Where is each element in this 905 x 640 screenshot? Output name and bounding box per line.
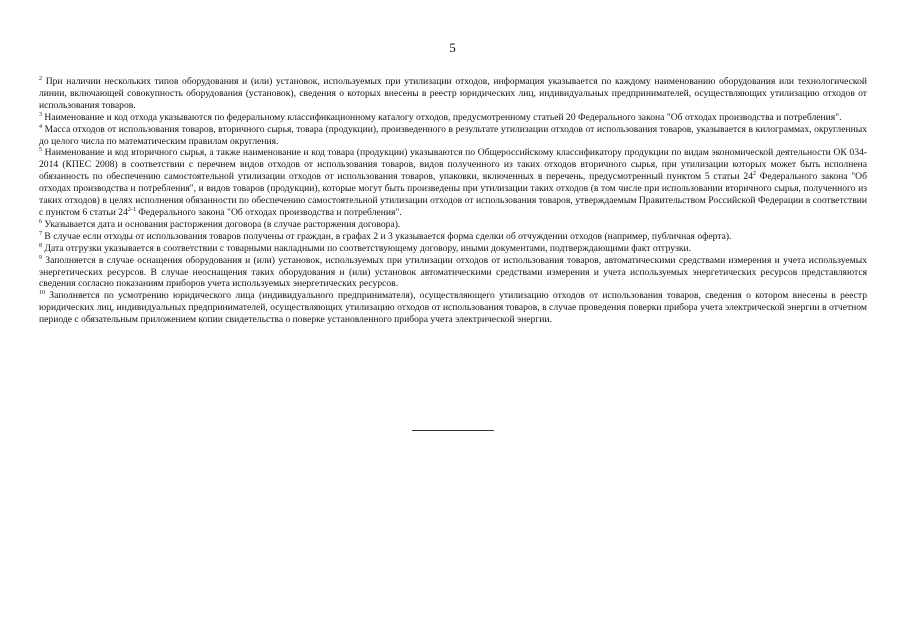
footnote-2 bbox=[39, 76, 867, 112]
footnote-text: При наличии нескольких типов оборудования и (или) установок, используемых при утилизации отходов, информация указывается по каждому наименованию оборудования или технологической линии, включающей совокупность оборудования (установок), сведения о которых внесены в реестр юридических лиц, индивидуальных предпринимателей, осуществляющих утилизацию отходов от использования товаров. bbox=[39, 76, 867, 111]
footnote-mark: 6 bbox=[39, 218, 42, 225]
footnote-8 bbox=[39, 243, 867, 255]
footnote-mark: 8 bbox=[39, 242, 42, 249]
footnote-mark: 9 bbox=[39, 254, 42, 261]
footnote-6 bbox=[39, 219, 867, 231]
article-superscript: 2 bbox=[753, 171, 757, 178]
footnote-mark: 5 bbox=[39, 147, 42, 154]
footnote-text: Масса отходов от использования товаров, вторичного сырья, товара (продукции), произведенного в результате утилизации отходов от использования товаров, указывается в килограммах, округленных до целого числа по математическим правилам округления. bbox=[39, 123, 867, 147]
page-number: 5 bbox=[449, 40, 456, 55]
footnote-text-part: Наименование и код вторичного сырья, а также наименование и код товара (продукции) указываются по Общероссийскому классификатору продукции по видам экономической деятельности ОК 034-2014 (КПЕС 2008) в соответствии с перечнем видов отходов от использования товаров, видов полученного из таких отходов вторичного сырья, при утилизации которых может быть исполнена обязанность по обеспечению самостоятельной утилизации отходов от использования товаров, упаковки, включенных в перечень, предусмотренный пунктом 5 статьи 24 bbox=[39, 147, 867, 183]
closing-divider bbox=[412, 430, 494, 431]
footnote-text: Указывается дата и основания расторжения договора (в случае расторжения договора). bbox=[44, 218, 401, 230]
footnote-5 bbox=[39, 147, 867, 218]
footnote-7 bbox=[39, 231, 867, 243]
footnote-text: Дата отгрузки указывается в соответствии с товарными накладными по соответствующему договору, иными документами, подтверждающими факт отгрузки. bbox=[44, 242, 692, 254]
footnote-mark: 7 bbox=[39, 230, 42, 237]
footnote-3 bbox=[39, 112, 867, 124]
article-superscript: 2-1 bbox=[127, 206, 136, 213]
footnote-mark: 4 bbox=[39, 123, 42, 130]
footnote-text: В случае если отходы от использования товаров получены от граждан, в графах 2 и 3 указывается форма сделки об отчуждении отходов (например, публичная оферта). bbox=[44, 230, 732, 242]
footnotes-block bbox=[39, 76, 867, 326]
footnote-text: Заполняется по усмотрению юридического лица (индивидуального предпринимателя), осуществляющего утилизацию отходов от использования товаров, сведения о котором внесены в реестр юридических лиц, индивидуальных предпринимателей, осуществляющих утилизацию отходов от использования товаров, в случае проведения поверки прибора учета электрической энергии в отчетном периоде с обязательным приложением копии свидетельства о поверке установленного прибора учета электрической энергии. bbox=[39, 290, 867, 326]
footnote-text-part: Федерального закона "Об отходах производства и потребления". bbox=[135, 206, 402, 218]
footnote-text: Заполняется в случае оснащения оборудования и (или) установок, используемых при утилизации отходов от использования товаров, автоматическими средствами измерения и учета используемых энергетических ресурсов. В случае неоснащения таких оборудования и (или) установок автоматическими средствами измерения и учета используемых энергетических ресурсов представляются сведения согласно показаниям приборов учета используемых энергетических ресурсов. bbox=[39, 254, 867, 290]
footnote-mark: 3 bbox=[39, 111, 42, 118]
footnote-mark: 2 bbox=[39, 75, 42, 82]
footnote-text-part: Федерального закона "Об отходах производства и потребления", и видов товаров (продукции), которые могут быть произведены при утилизации таких отходов (в том числе при использовании вторичного сырья, полученного из таких отходов) в целях исполнения обязанности по обеспечению самостоятельной утилизации отходов от использования товаров, утверждаемым Правительством Российской Федерации в соответствии с пунктом 6 статьи 24 bbox=[39, 171, 867, 218]
footnote-4 bbox=[39, 124, 867, 148]
footnote-10 bbox=[39, 290, 867, 326]
footnote-text: Наименование и код отхода указываются по федеральному классификационному каталогу отходов, предусмотренному статьей 20 Федерального закона "Об отходах производства и потребления". bbox=[44, 111, 842, 123]
footnote-mark: 10 bbox=[39, 290, 45, 297]
footnote-9 bbox=[39, 255, 867, 291]
